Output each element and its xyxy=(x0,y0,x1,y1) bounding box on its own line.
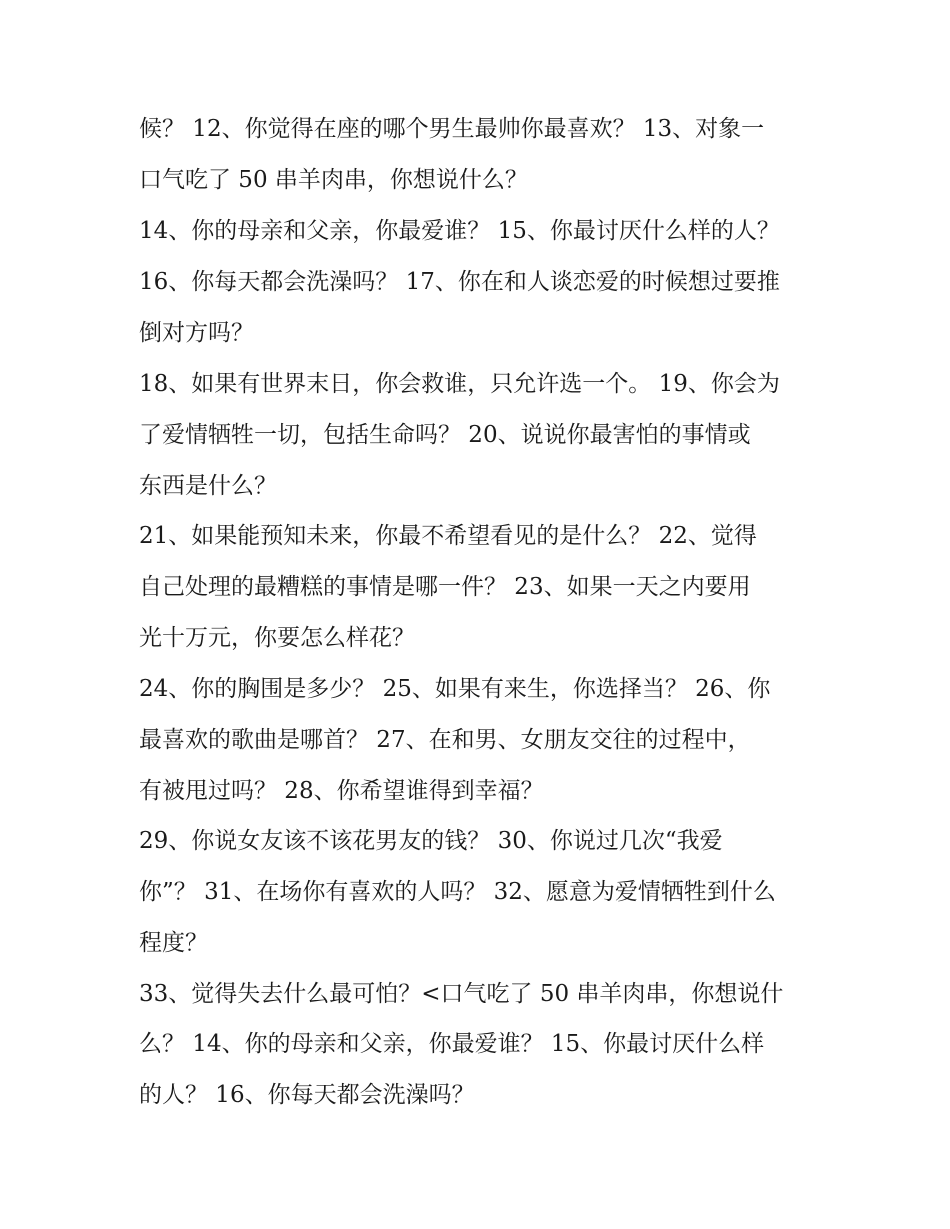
text-line: 程度？ xyxy=(139,930,208,956)
text-line: 最喜欢的歌曲是哪首？ 27、在和男、女朋友交往的过程中， xyxy=(139,727,751,753)
text-line: 倒对方吗？ xyxy=(139,320,254,346)
text-line: 33、觉得失去什么最可怕？<口气吃了 50 串羊肉串，你想说什 xyxy=(139,981,784,1007)
text-line: 21、如果能预知未来，你最不希望看见的是什么？ 22、觉得 xyxy=(139,523,757,549)
text-line: 口气吃了 50 串羊肉串，你想说什么？ xyxy=(139,167,528,193)
text-line: 光十万元，你要怎么样花？ xyxy=(139,625,415,651)
text-line: 你”？ 31、在场你有喜欢的人吗？ 32、愿意为爱情牺牲到什么 xyxy=(139,879,776,905)
text-line: 18、如果有世界末日，你会救谁，只允许选一个。 19、你会为 xyxy=(139,371,780,397)
text-line: 东西是什么？ xyxy=(139,473,277,499)
text-line: 的人？ 16、你每天都会洗澡吗？ xyxy=(139,1082,475,1108)
text-line: 了爱情牺牲一切，包括生命吗？ 20、说说你最害怕的事情或 xyxy=(139,422,751,448)
text-line: 么？ 14、你的母亲和父亲，你最爱谁？ 15、你最讨厌什么样 xyxy=(139,1031,765,1057)
text-line: 自己处理的最糟糕的事情是哪一件？ 23、如果一天之内要用 xyxy=(139,574,751,600)
text-line: 有被甩过吗？ 28、你希望谁得到幸福？ xyxy=(139,778,544,804)
text-line: 16、你每天都会洗澡吗？ 17、你在和人谈恋爱的时候想过要推 xyxy=(139,269,780,295)
text-line: 24、你的胸围是多少？ 25、如果有来生，你选择当？ 26、你 xyxy=(139,676,771,702)
text-line: 候？ 12、你觉得在座的哪个男生最帅你最喜欢？ 13、对象一 xyxy=(139,116,765,142)
text-line: 14、你的母亲和父亲，你最爱谁？ 15、你最讨厌什么样的人？ xyxy=(139,218,780,244)
text-line: 29、你说女友该不该花男友的钱？ 30、你说过几次“我爱 xyxy=(139,828,723,854)
